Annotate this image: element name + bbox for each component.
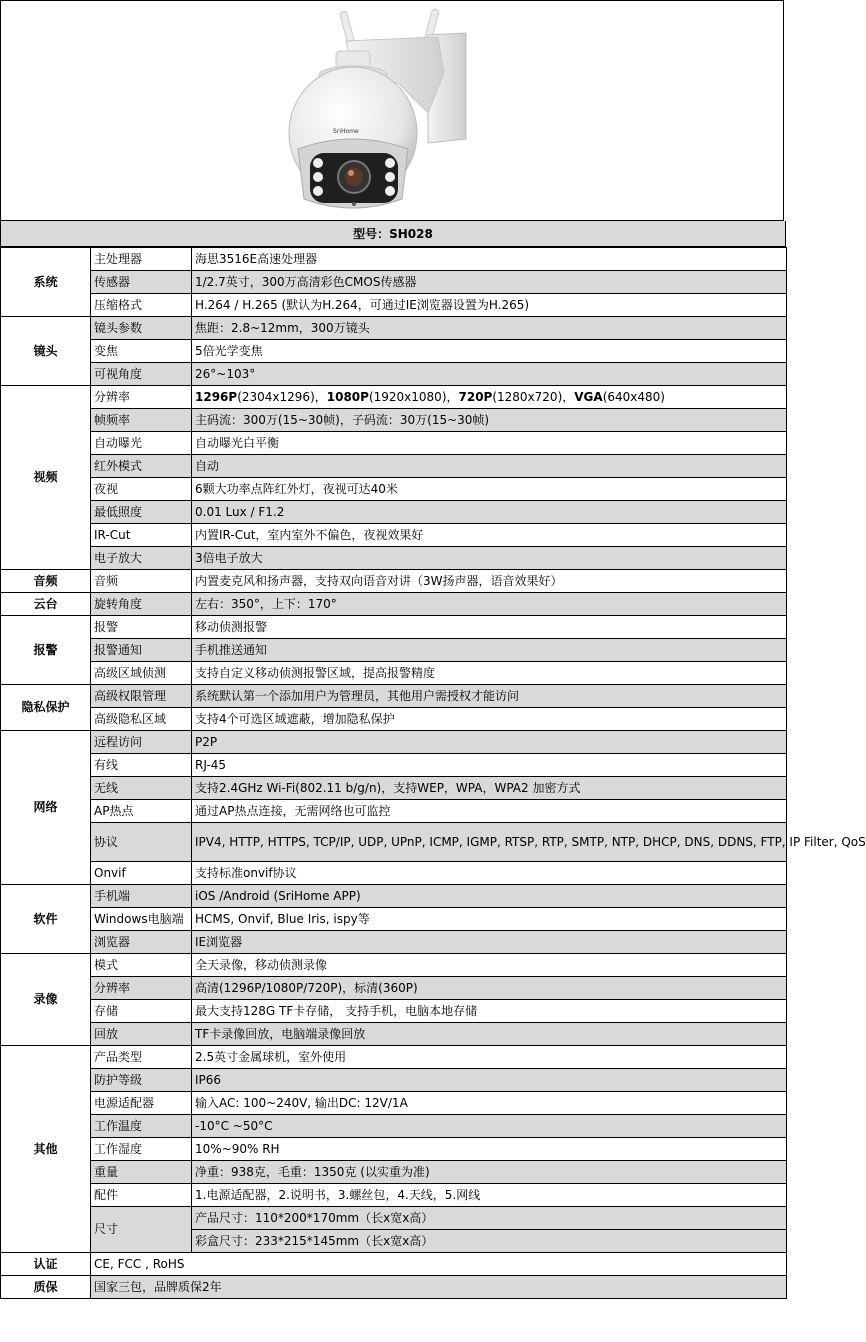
spec-name: 产品类型: [91, 1046, 192, 1069]
table-row: [1, 294, 787, 317]
table-row: [1, 432, 787, 455]
table-row: [1, 685, 787, 708]
spec-value: 最大支持128G TF卡存储， 支持手机，电脑本地存储: [192, 1000, 787, 1023]
spec-value: 3倍电子放大: [192, 547, 787, 570]
spec-value: 1.电源适配器，2.说明书，3.螺丝包，4.天线，5.网线: [192, 1184, 787, 1207]
table-row: [1, 1138, 787, 1161]
table-row: [1, 271, 787, 294]
spec-name: Onvif: [91, 862, 192, 885]
table-row: [1, 501, 787, 524]
spec-value: 主码流：300万(15~30帧)，子码流：30万(15~30帧): [192, 409, 787, 432]
spec-value: 左右：350°，上下：170°: [192, 593, 787, 616]
table-row: [1, 386, 787, 409]
table-row: [1, 1184, 787, 1207]
resolution-vga: VGA: [574, 389, 603, 404]
spec-value: 支持4个可选区域遮蔽，增加隐私保护: [192, 708, 787, 731]
spec-name: 分辨率: [91, 386, 192, 409]
table-row: [1, 1253, 787, 1276]
spec-name: 电子放大: [91, 547, 192, 570]
spec-value: P2P: [192, 731, 787, 754]
spec-name: Windows电脑端: [91, 908, 192, 931]
spec-value: 自动曝光白平衡: [192, 432, 787, 455]
spec-name: 主处理器: [91, 248, 192, 271]
table-row: [1, 1092, 787, 1115]
spec-value: 26°~103°: [192, 363, 787, 386]
spec-name: 报警: [91, 616, 192, 639]
table-row: [1, 885, 787, 908]
spec-name: 高级权限管理: [91, 685, 192, 708]
spec-value: 移动侦测报警: [192, 616, 787, 639]
spec-value: 产品尺寸：110*200*170mm（长x宽x高）: [192, 1207, 787, 1230]
spec-value: 支持标准onvif协议: [192, 862, 787, 885]
spec-value: 系统默认第一个添加用户为管理员，其他用户需授权才能访问: [192, 685, 787, 708]
spec-name: 最低照度: [91, 501, 192, 524]
category-label: 质保: [1, 1276, 91, 1299]
table-row: [1, 977, 787, 1000]
resolution-1080p: 1080P: [326, 389, 369, 404]
spec-name: 工作温度: [91, 1115, 192, 1138]
table-row: [1, 1207, 787, 1230]
spec-value: TF卡录像回放，电脑端录像回放: [192, 1023, 787, 1046]
spec-name: 高级隐私区域: [91, 708, 192, 731]
spec-name: 报警通知: [91, 639, 192, 662]
table-row: [1, 954, 787, 977]
spec-name: 压缩格式: [91, 294, 192, 317]
spec-name: 高级区域侦测: [91, 662, 192, 685]
product-image-area: [0, 0, 784, 221]
spec-name: 尺寸: [91, 1207, 192, 1253]
spec-value: 支持自定义移动侦测报警区域，提高报警精度: [192, 662, 787, 685]
spec-value: 1/2.7英寸，300万高清彩色CMOS传感器: [192, 271, 787, 294]
spec-name: 变焦: [91, 340, 192, 363]
table-row: [1, 1046, 787, 1069]
spec-name: 帧频率: [91, 409, 192, 432]
spec-value: 内置麦克风和扬声器，支持双向语音对讲（3W扬声器，语音效果好）: [192, 570, 787, 593]
category-label: 其他: [1, 1046, 91, 1253]
resolution-1296p: 1296P: [195, 389, 238, 404]
spec-name: 回放: [91, 1023, 192, 1046]
spec-value: 支持2.4GHz Wi-Fi(802.11 b/g/n)，支持WEP，WPA，WPA2 加密方式: [192, 777, 787, 800]
table-row: [1, 1069, 787, 1092]
spec-value: 海思3516E高速处理器: [192, 248, 787, 271]
table-row: [1, 754, 787, 777]
table-row: [1, 340, 787, 363]
spec-value: 全天录像，移动侦测录像: [192, 954, 787, 977]
spec-name: IR-Cut: [91, 524, 192, 547]
spec-name: 有线: [91, 754, 192, 777]
spec-name: 工作湿度: [91, 1138, 192, 1161]
spec-name: 夜视: [91, 478, 192, 501]
spec-value: 输入AC: 100~240V, 输出DC: 12V/1A: [192, 1092, 787, 1115]
spec-value: -10°C ~50°C: [192, 1115, 787, 1138]
category-label: 镜头: [1, 317, 91, 386]
spec-name: 模式: [91, 954, 192, 977]
spec-name: 防护等级: [91, 1069, 192, 1092]
resolution-detail: (1280x720)，: [492, 389, 575, 404]
spec-name: 配件: [91, 1184, 192, 1207]
category-label: 隐私保护: [1, 685, 91, 731]
spec-name: 音频: [91, 570, 192, 593]
resolution-detail: (2304x1296)，: [237, 389, 327, 404]
resolution-detail: (640x480): [602, 389, 665, 404]
spec-name: 无线: [91, 777, 192, 800]
spec-name: 浏览器: [91, 931, 192, 954]
spec-value: 通过AP热点连接，无需网络也可监控: [192, 800, 787, 823]
spec-value: 自动: [192, 455, 787, 478]
spec-value: 内置IR-Cut，室内室外不偏色，夜视效果好: [192, 524, 787, 547]
spec-name: 旋转角度: [91, 593, 192, 616]
resolution-value: [192, 386, 787, 409]
camera-image: [278, 3, 470, 219]
table-row: [1, 1000, 787, 1023]
spec-name: 分辨率: [91, 977, 192, 1000]
spec-value: 5倍光学变焦: [192, 340, 787, 363]
spec-name: 传感器: [91, 271, 192, 294]
spec-value: 6颗大功率点阵红外灯，夜视可达40米: [192, 478, 787, 501]
table-row: [1, 409, 787, 432]
spec-value: IE浏览器: [192, 931, 787, 954]
resolution-720p: 720P: [458, 389, 493, 404]
spec-name: 电源适配器: [91, 1092, 192, 1115]
table-row: [1, 639, 787, 662]
spec-name: 存储: [91, 1000, 192, 1023]
spec-name: 可视角度: [91, 363, 192, 386]
spec-value: H.264 / H.265 (默认为H.264，可通过IE浏览器设置为H.265): [192, 294, 787, 317]
table-row: [1, 1023, 787, 1046]
brand-logo: SriHome: [333, 128, 359, 135]
spec-name: 远程访问: [91, 731, 192, 754]
spec-value: HCMS, Onvif, Blue Iris, ispy等: [192, 908, 787, 931]
spec-name: 协议: [91, 823, 192, 862]
table-row: [1, 248, 787, 271]
table-row: [1, 478, 787, 501]
table-row: [1, 731, 787, 754]
spec-table: [0, 247, 866, 1299]
table-row: [1, 455, 787, 478]
spec-name: 红外模式: [91, 455, 192, 478]
spec-value: RJ-45: [192, 754, 787, 777]
spec-name: AP热点: [91, 800, 192, 823]
table-row: [1, 777, 787, 800]
resolution-detail: (1920x1080)，: [368, 389, 459, 404]
spec-value: 国家三包，品牌质保2年: [91, 1276, 787, 1299]
category-label: 报警: [1, 616, 91, 685]
table-row: [1, 862, 787, 885]
table-row: [1, 662, 787, 685]
table-row: [1, 1276, 787, 1299]
spec-value: 彩盒尺寸：233*215*145mm（长x宽x高）: [192, 1230, 787, 1253]
spec-value: 手机推送通知: [192, 639, 787, 662]
category-label: 音频: [1, 570, 91, 593]
table-row: [1, 317, 787, 340]
category-label: 视频: [1, 386, 91, 570]
category-label: 录像: [1, 954, 91, 1046]
category-label: 网络: [1, 731, 91, 885]
table-row: [1, 708, 787, 731]
table-row: [1, 1115, 787, 1138]
model-title: 型号：SH028: [0, 221, 786, 247]
spec-value: 0.01 Lux / F1.2: [192, 501, 787, 524]
table-row: [1, 908, 787, 931]
spec-value: 焦距：2.8~12mm，300万镜头: [192, 317, 787, 340]
spec-name: 手机端: [91, 885, 192, 908]
table-row: [1, 524, 787, 547]
table-row: [1, 931, 787, 954]
category-label: 软件: [1, 885, 91, 954]
spec-name: 自动曝光: [91, 432, 192, 455]
spec-value: IPV4, HTTP, HTTPS, TCP/IP, UDP, UPnP, ICMP, IGMP, RTSP, RTP, SMTP, NTP, DHCP, DNS, DDNS, FTP, IP Filter, QoS: [192, 823, 787, 862]
spec-value: iOS /Android (SriHome APP): [192, 885, 787, 908]
spec-name: 镜头参数: [91, 317, 192, 340]
table-row: [1, 616, 787, 639]
category-label: 云台: [1, 593, 91, 616]
table-row: [1, 1161, 787, 1184]
table-row: [1, 823, 787, 862]
table-row: [1, 547, 787, 570]
spec-value: 10%~90% RH: [192, 1138, 787, 1161]
category-label: 认证: [1, 1253, 91, 1276]
table-row: [1, 363, 787, 386]
spec-value: IP66: [192, 1069, 787, 1092]
table-row: [1, 800, 787, 823]
spec-value: 2.5英寸金属球机，室外使用: [192, 1046, 787, 1069]
spec-name: 重量: [91, 1161, 192, 1184]
table-row: [1, 593, 787, 616]
spec-value: CE, FCC , RoHS: [91, 1253, 787, 1276]
spec-value: 高清(1296P/1080P/720P)，标清(360P): [192, 977, 787, 1000]
spec-value: 净重：938克，毛重：1350克 (以实重为准): [192, 1161, 787, 1184]
table-row: [1, 570, 787, 593]
category-label: 系统: [1, 248, 91, 317]
